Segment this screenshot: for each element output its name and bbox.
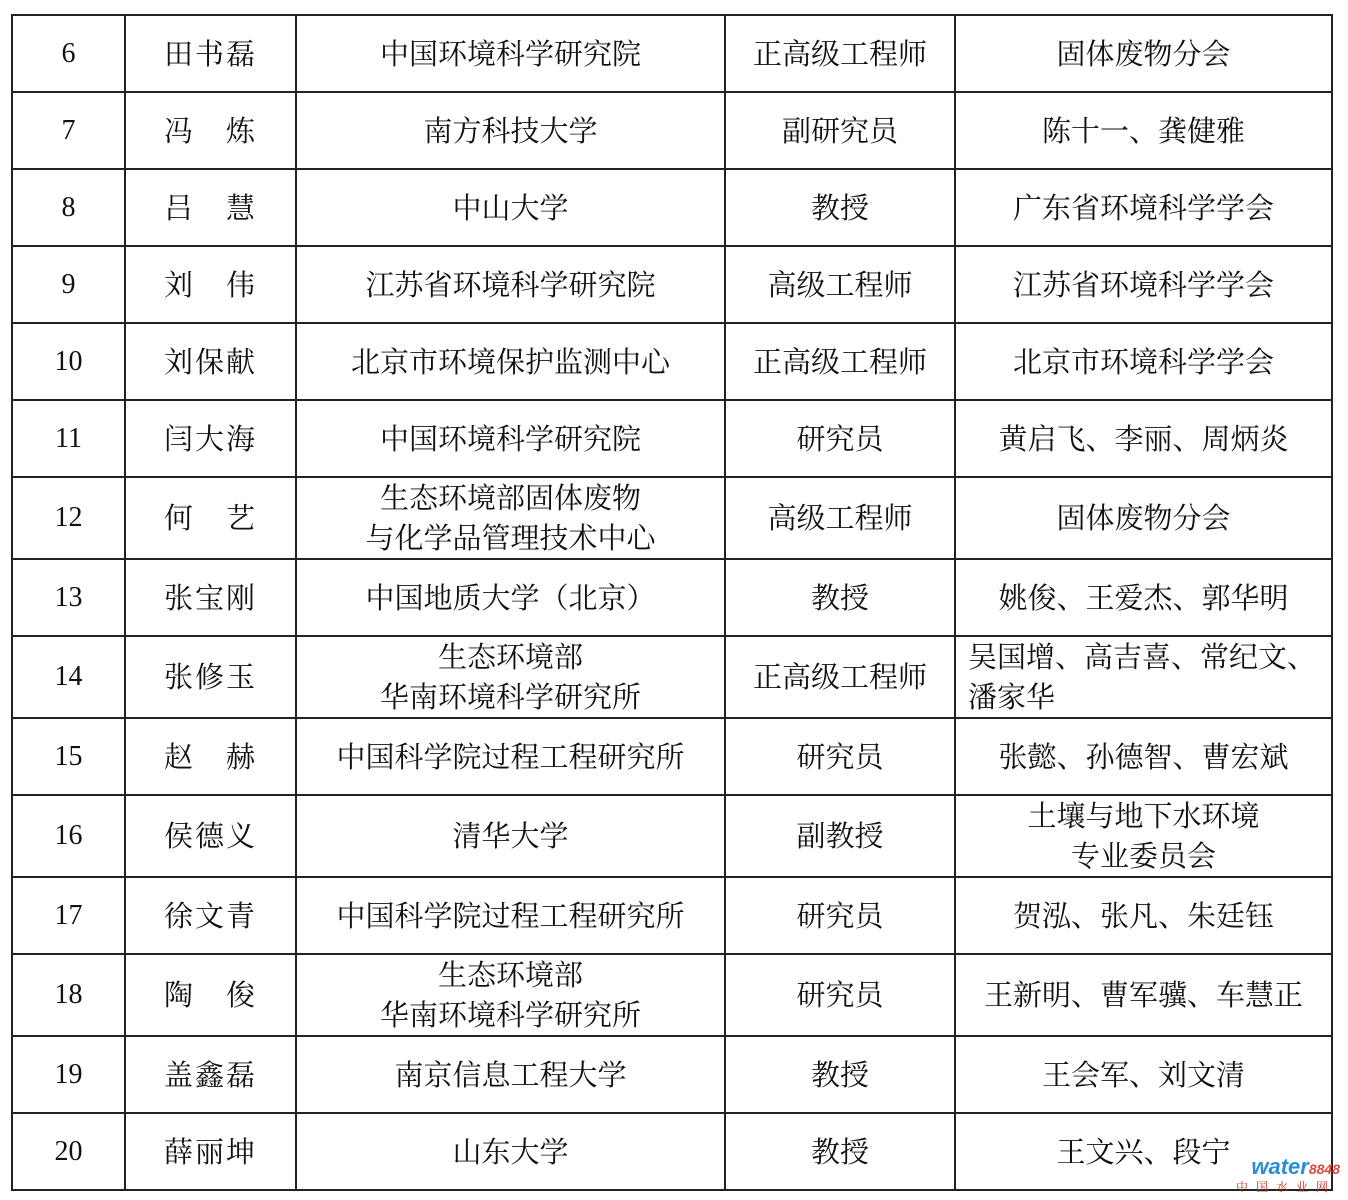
- organization-cell-line: 江苏省环境科学研究院: [365, 267, 656, 302]
- watermark-subtitle: 中国水业网: [1235, 1180, 1336, 1194]
- recommender-cell-line: 北京市环境科学学会: [1012, 344, 1274, 379]
- recommender-cell-line: 固体废物分会: [1056, 501, 1231, 535]
- title-cell: 正高级工程师: [725, 15, 955, 92]
- organization-cell: [296, 954, 725, 1036]
- organization-cell-line: 华南环境科学研究所: [379, 680, 641, 714]
- recommender-cell-line: 王会军、刘文清: [1041, 1057, 1245, 1092]
- table-row: [12, 323, 1332, 400]
- organization-cell: [296, 15, 725, 92]
- organization-cell: [296, 323, 725, 400]
- recommender-cell-line: 广东省环境科学学会: [1012, 190, 1274, 225]
- organization-cell: [296, 169, 725, 246]
- title-cell: 研究员: [725, 954, 955, 1036]
- watermark-brand: water8848: [1251, 1154, 1340, 1179]
- row-number-cell: 17: [12, 877, 125, 954]
- row-number-cell: 11: [12, 400, 125, 477]
- table-row: [12, 477, 1332, 559]
- recommender-cell-line: 黄启飞、李丽、周炳炎: [998, 421, 1289, 456]
- organization-cell: [296, 1036, 725, 1113]
- recommender-cell-line: 姚俊、王爱杰、郭华明: [998, 580, 1289, 615]
- name-cell: 陶 俊: [125, 954, 296, 1036]
- organization-cell: [296, 718, 725, 795]
- organization-cell-line: 中国环境科学研究院: [379, 421, 641, 456]
- recommender-cell-line: 王新明、曹军骥、车慧正: [983, 978, 1303, 1012]
- name-cell: 赵 赫: [125, 718, 296, 795]
- organization-cell-line: 南方科技大学: [423, 113, 598, 148]
- organization-cell: [296, 1113, 725, 1190]
- title-cell: 副研究员: [725, 92, 955, 169]
- recommender-cell: [955, 1036, 1332, 1113]
- title-cell: 高级工程师: [725, 246, 955, 323]
- table-row: [12, 92, 1332, 169]
- watermark-logo: [1222, 1154, 1340, 1194]
- recommender-cell-line: 潘家华: [968, 680, 1056, 714]
- row-number-cell: 19: [12, 1036, 125, 1113]
- organization-cell-line: 南京信息工程大学: [394, 1057, 627, 1092]
- organization-cell: [296, 559, 725, 636]
- recommender-cell: [955, 954, 1332, 1036]
- row-number-cell: 18: [12, 954, 125, 1036]
- row-number-cell: 8: [12, 169, 125, 246]
- name-cell: 刘保献: [125, 323, 296, 400]
- organization-cell-line: 华南环境科学研究所: [379, 998, 641, 1032]
- recommender-cell-line: 固体废物分会: [1056, 36, 1231, 71]
- organization-cell: [296, 400, 725, 477]
- organization-cell-line: 中山大学: [452, 190, 569, 225]
- table-row: [12, 718, 1332, 795]
- row-number-cell: 10: [12, 323, 125, 400]
- organization-cell-line: 中国科学院过程工程研究所: [336, 739, 685, 774]
- recommender-cell: [955, 246, 1332, 323]
- name-cell: 张宝刚: [125, 559, 296, 636]
- table-row: [12, 15, 1332, 92]
- recommender-cell-line: 吴国增、高吉喜、常纪文、: [968, 640, 1317, 674]
- title-cell: 教授: [725, 1113, 955, 1190]
- recommender-cell: [955, 15, 1332, 92]
- row-number-cell: 9: [12, 246, 125, 323]
- organization-cell-line: 山东大学: [452, 1134, 569, 1169]
- organization-cell-line: 中国地质大学（北京）: [365, 580, 656, 615]
- name-cell: 吕 慧: [125, 169, 296, 246]
- organization-cell-line: 清华大学: [452, 819, 569, 853]
- row-number-cell: 13: [12, 559, 125, 636]
- recommender-cell: [955, 92, 1332, 169]
- organization-cell: [296, 877, 725, 954]
- name-cell: 刘 伟: [125, 246, 296, 323]
- row-number-cell: 16: [12, 795, 125, 877]
- row-number-cell: 12: [12, 477, 125, 559]
- recommender-cell: [955, 477, 1332, 559]
- row-number-cell: 6: [12, 15, 125, 92]
- recommender-cell: [955, 795, 1332, 877]
- recommender-cell-line: 陈十一、龚健雅: [1041, 113, 1245, 148]
- table-row: [12, 954, 1332, 1036]
- title-cell: 研究员: [725, 718, 955, 795]
- recommender-cell: [955, 636, 1332, 718]
- row-number-cell: 15: [12, 718, 125, 795]
- organization-cell-line: 生态环境部固体废物: [379, 481, 641, 515]
- title-cell: 教授: [725, 1036, 955, 1113]
- title-cell: 研究员: [725, 400, 955, 477]
- table-row: [12, 636, 1332, 718]
- recommender-cell-line: 江苏省环境科学学会: [1012, 267, 1274, 302]
- table-row: [12, 795, 1332, 877]
- name-cell: 何 艺: [125, 477, 296, 559]
- recommender-cell-line: 张懿、孙德智、曹宏斌: [998, 739, 1289, 774]
- name-cell: 张修玉: [125, 636, 296, 718]
- title-cell: 高级工程师: [725, 477, 955, 559]
- name-cell: 侯德义: [125, 795, 296, 877]
- name-cell: 闫大海: [125, 400, 296, 477]
- name-cell: 薛丽坤: [125, 1113, 296, 1190]
- organization-cell: [296, 636, 725, 718]
- title-cell: 副教授: [725, 795, 955, 877]
- name-cell: 盖鑫磊: [125, 1036, 296, 1113]
- organization-cell: [296, 246, 725, 323]
- table-row: [12, 559, 1332, 636]
- table-row: [12, 1036, 1332, 1113]
- organization-cell-line: 生态环境部: [437, 958, 583, 992]
- recommender-cell: [955, 559, 1332, 636]
- title-cell: 教授: [725, 559, 955, 636]
- recommender-cell-line: 专业委员会: [1070, 839, 1216, 873]
- row-number-cell: 20: [12, 1113, 125, 1190]
- row-number-cell: 14: [12, 636, 125, 718]
- recommender-cell: [955, 400, 1332, 477]
- row-number-cell: 7: [12, 92, 125, 169]
- nominee-table: [11, 14, 1333, 1191]
- title-cell: 教授: [725, 169, 955, 246]
- recommender-cell: [955, 323, 1332, 400]
- organization-cell-line: 中国科学院过程工程研究所: [336, 898, 685, 933]
- title-cell: 正高级工程师: [725, 636, 955, 718]
- table-body: [12, 15, 1332, 1190]
- table-row: [12, 400, 1332, 477]
- table-row: [12, 246, 1332, 323]
- organization-cell: [296, 795, 725, 877]
- title-cell: 研究员: [725, 877, 955, 954]
- recommender-cell: [955, 877, 1332, 954]
- organization-cell-line: 与化学品管理技术中心: [365, 521, 656, 555]
- name-cell: 徐文青: [125, 877, 296, 954]
- title-cell: 正高级工程师: [725, 323, 955, 400]
- table-row: [12, 877, 1332, 954]
- recommender-cell: [955, 718, 1332, 795]
- recommender-cell-line: 王文兴、段宁: [1056, 1134, 1231, 1169]
- organization-cell-line: 生态环境部: [437, 640, 583, 674]
- table-row: [12, 1113, 1332, 1190]
- organization-cell-line: 北京市环境保护监测中心: [350, 344, 670, 379]
- name-cell: 冯 炼: [125, 92, 296, 169]
- organization-cell: [296, 92, 725, 169]
- name-cell: 田书磊: [125, 15, 296, 92]
- organization-cell-line: 中国环境科学研究院: [379, 36, 641, 71]
- table-row: [12, 169, 1332, 246]
- recommender-cell-line: 土壤与地下水环境: [1027, 799, 1260, 833]
- recommender-cell: [955, 169, 1332, 246]
- recommender-cell-line: 贺泓、张凡、朱廷钰: [1012, 898, 1274, 933]
- organization-cell: [296, 477, 725, 559]
